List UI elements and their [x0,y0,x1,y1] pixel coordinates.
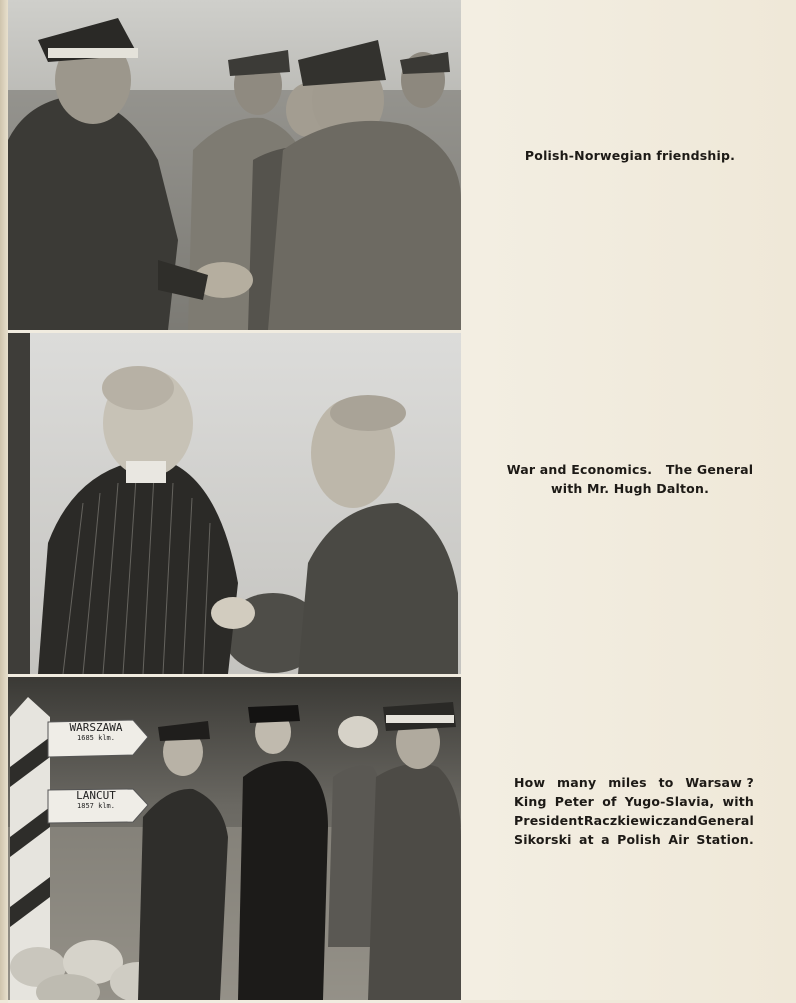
caption-king-peter [514,773,754,849]
caption-word: Air [668,832,690,847]
caption-word: Station. [696,832,754,847]
caption-line [514,811,754,830]
caption-line: War and Economics. The General [506,462,754,477]
caption-line [514,792,754,811]
caption-word: Peter [554,794,595,809]
caption-word: Yugo-Slavia, [624,794,715,809]
signpost-lancut-name: LANCUT [76,789,116,802]
caption-word: a [601,832,610,847]
signpost-warszawa [56,721,136,743]
signpost-lancut-distance: 1857 klm. [77,802,115,810]
caption-word: at [579,832,594,847]
caption-word: Warsaw ? [685,775,754,790]
caption-war-economics [470,460,790,498]
caption-word: King [514,794,547,809]
caption-word: and [670,813,698,828]
caption-line [514,830,754,849]
caption-word: Polish [617,832,661,847]
caption-word: How [514,775,546,790]
caption-polish-norwegian [470,146,790,165]
photo-general-with-dalton [8,333,461,677]
caption-line: with Mr. Hugh Dalton. [550,481,710,496]
caption-word: to [658,775,674,790]
caption-line: Polish-Norwegian friendship. [524,148,736,163]
caption-word: many [557,775,597,790]
caption-word: Raczkiewicz [583,813,671,828]
signpost-warszawa-distance: 1685 klm. [77,734,115,742]
caption-word: of [602,794,617,809]
caption-word: President [514,813,584,828]
photo-air-station-signposts [8,677,461,1003]
caption-word: with [722,794,754,809]
caption-word: Sikorski [514,832,572,847]
caption-word: miles [608,775,647,790]
signpost-warszawa-name: WARSZAWA [69,721,123,734]
page-gutter [0,0,8,1000]
signpost-lancut [56,789,136,811]
caption-line [514,773,754,792]
photo-polish-norwegian-handshake [8,0,461,333]
caption-word: General [697,813,754,828]
